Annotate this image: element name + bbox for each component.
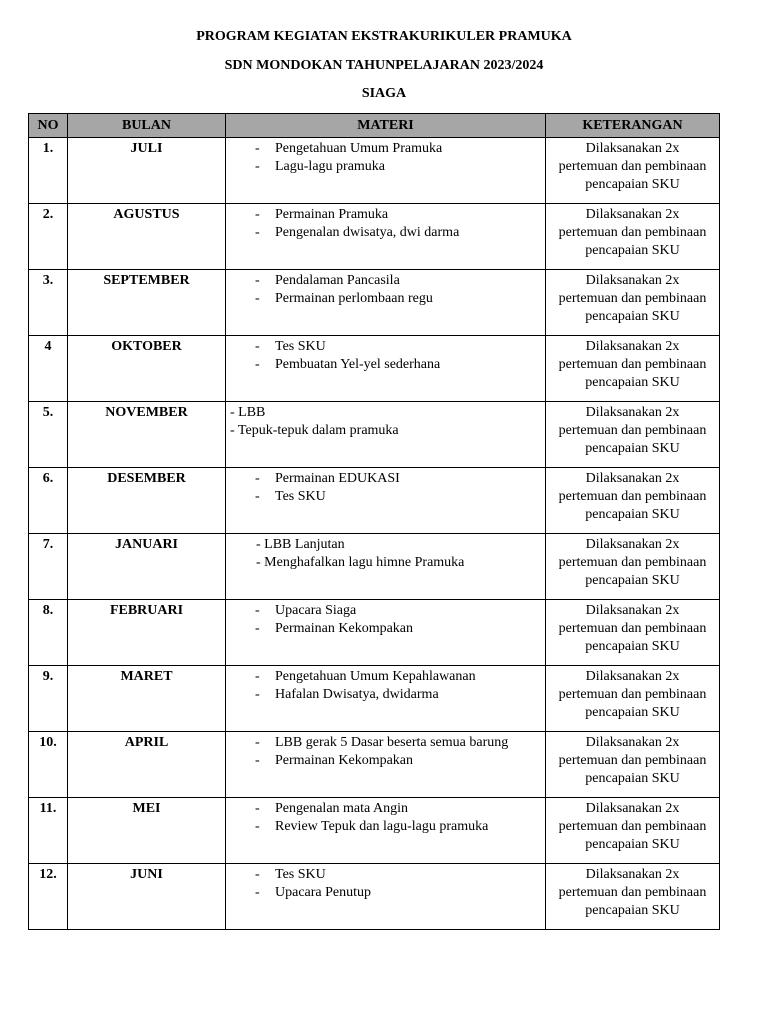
dash-bullet-icon: - [255,819,260,834]
keterangan-line: pertemuan dan pembinaan [558,753,707,768]
month-cell: NOVEMBER [68,402,226,468]
materi-cell [226,534,546,600]
table-row [29,270,720,336]
keterangan-cell [546,402,720,468]
keterangan-line: Dilaksanakan 2x [585,339,680,354]
materi-text: Permainan Kekompakan [275,621,414,636]
materi-item [255,290,545,308]
dash-bullet-icon: - [255,225,260,240]
table-row [29,600,720,666]
materi-text: LBB gerak 5 Dasar beserta semua barung [275,735,509,750]
keterangan-line: pertemuan dan pembinaan [558,489,707,504]
keterangan-line: Dilaksanakan 2x [585,537,680,552]
materi-cell [226,600,546,666]
keterangan-line: Dilaksanakan 2x [585,273,680,288]
row-number: 3. [29,270,68,336]
materi-cell [226,336,546,402]
month-cell: JULI [68,138,226,204]
keterangan-line: pertemuan dan pembinaan [558,291,707,306]
materi-item [255,602,545,620]
dash-bullet-icon: - [255,273,260,288]
keterangan-line: pertemuan dan pembinaan [558,357,707,372]
materi-cell [226,270,546,336]
keterangan-line: pencapaian SKU [585,837,680,852]
keterangan-line: Dilaksanakan 2x [585,867,680,882]
keterangan-line: pencapaian SKU [585,441,680,456]
row-number: 9. [29,666,68,732]
keterangan-line: pertemuan dan pembinaan [558,159,707,174]
materi-text: - LBB [230,405,266,420]
materi-item [255,140,545,158]
materi-text: Permainan EDUKASI [275,471,400,486]
table-row [29,732,720,798]
keterangan-line: pencapaian SKU [585,309,680,324]
materi-text: Tes SKU [275,339,326,354]
table-row [29,864,720,930]
month-cell: JANUARI [68,534,226,600]
keterangan-line: Dilaksanakan 2x [585,801,680,816]
table-row [29,534,720,600]
document-section-label: SIAGA [361,86,407,101]
keterangan-line: pencapaian SKU [585,705,680,720]
month-cell: APRIL [68,732,226,798]
materi-cell [226,864,546,930]
materi-text: Hafalan Dwisatya, dwidarma [275,687,439,702]
materi-item [255,800,545,818]
materi-text: Review Tepuk dan lagu-lagu pramuka [275,819,489,834]
keterangan-line: pencapaian SKU [585,507,680,522]
dash-bullet-icon: - [255,489,260,504]
keterangan-line: pertemuan dan pembinaan [558,885,707,900]
dash-bullet-icon: - [255,753,260,768]
keterangan-cell [546,798,720,864]
materi-cell [226,138,546,204]
keterangan-line: pencapaian SKU [585,177,680,192]
row-number: 2. [29,204,68,270]
dash-bullet-icon: - [255,159,260,174]
table-row [29,402,720,468]
row-number: 1. [29,138,68,204]
materi-item [255,470,545,488]
keterangan-line: Dilaksanakan 2x [585,603,680,618]
row-number: 6. [29,468,68,534]
keterangan-line: pertemuan dan pembinaan [558,687,707,702]
keterangan-line: pencapaian SKU [585,375,680,390]
materi-item [255,620,545,638]
month-cell: FEBRUARI [68,600,226,666]
column-header-no: NO [29,114,68,138]
materi-text: Pembuatan Yel-yel sederhana [275,357,441,372]
materi-text: Permainan Kekompakan [275,753,414,768]
dash-bullet-icon: - [255,207,260,222]
materi-cell [226,402,546,468]
materi-item [255,488,545,506]
document-subtitle: SDN MONDOKAN TAHUNPELAJARAN 2023/2024 [224,58,544,73]
materi-item [255,224,545,242]
column-header-materi: MATERI [226,114,546,138]
materi-text: - LBB Lanjutan [256,537,345,552]
dash-bullet-icon: - [255,339,260,354]
materi-item [230,404,545,422]
document-title: PROGRAM KEGIATAN EKSTRAKURIKULER PRAMUKA [196,29,572,44]
month-cell: DESEMBER [68,468,226,534]
row-number: 4 [29,336,68,402]
keterangan-line: pencapaian SKU [585,903,680,918]
keterangan-line: Dilaksanakan 2x [585,735,680,750]
table-row [29,336,720,402]
keterangan-line: pertemuan dan pembinaan [558,225,707,240]
materi-item [255,734,545,752]
keterangan-line: pertemuan dan pembinaan [558,819,707,834]
keterangan-cell [546,864,720,930]
materi-cell [226,204,546,270]
month-cell: AGUSTUS [68,204,226,270]
month-cell: SEPTEMBER [68,270,226,336]
materi-text: Pengetahuan Umum Kepahlawanan [275,669,476,684]
table-row [29,468,720,534]
table-header-row [29,114,720,138]
keterangan-line: pencapaian SKU [585,771,680,786]
table-row [29,204,720,270]
keterangan-line: pertemuan dan pembinaan [558,621,707,636]
dash-bullet-icon: - [255,885,260,900]
dash-bullet-icon: - [255,735,260,750]
dash-bullet-icon: - [255,291,260,306]
keterangan-line: Dilaksanakan 2x [585,405,680,420]
materi-text: Tes SKU [275,489,326,504]
keterangan-line: pencapaian SKU [585,573,680,588]
keterangan-line: Dilaksanakan 2x [585,471,680,486]
dash-bullet-icon: - [255,801,260,816]
dash-bullet-icon: - [255,603,260,618]
materi-item [255,818,545,836]
materi-item [255,866,545,884]
keterangan-line: Dilaksanakan 2x [585,207,680,222]
dash-bullet-icon: - [255,357,260,372]
materi-item [255,668,545,686]
keterangan-cell [546,138,720,204]
keterangan-cell [546,468,720,534]
materi-text: Upacara Penutup [275,885,372,900]
materi-cell [226,468,546,534]
materi-item [255,158,545,176]
keterangan-line: pencapaian SKU [585,243,680,258]
materi-item [256,554,545,572]
keterangan-cell [546,600,720,666]
month-cell: JUNI [68,864,226,930]
materi-cell [226,666,546,732]
dash-bullet-icon: - [255,867,260,882]
materi-item [255,338,545,356]
keterangan-cell [546,270,720,336]
materi-item [255,884,545,902]
row-number: 12. [29,864,68,930]
keterangan-line: pencapaian SKU [585,639,680,654]
keterangan-cell [546,534,720,600]
row-number: 8. [29,600,68,666]
table-row [29,666,720,732]
materi-text: Upacara Siaga [275,603,357,618]
materi-item [255,272,545,290]
materi-text: Lagu-lagu pramuka [275,159,386,174]
row-number: 11. [29,798,68,864]
table-row [29,798,720,864]
keterangan-line: Dilaksanakan 2x [585,669,680,684]
keterangan-line: pertemuan dan pembinaan [558,555,707,570]
materi-text: Tes SKU [275,867,326,882]
activity-program-table [28,113,720,930]
materi-text: - Tepuk-tepuk dalam pramuka [230,423,399,438]
materi-item [255,356,545,374]
materi-item [255,206,545,224]
materi-item [256,536,545,554]
materi-text: Permainan Pramuka [275,207,389,222]
materi-item [255,752,545,770]
keterangan-cell [546,666,720,732]
materi-text: Pengenalan mata Angin [275,801,408,816]
row-number: 7. [29,534,68,600]
materi-text: - Menghafalkan lagu himne Pramuka [256,555,465,570]
dash-bullet-icon: - [255,471,260,486]
materi-text: Pendalaman Pancasila [275,273,400,288]
materi-text: Pengetahuan Umum Pramuka [275,141,443,156]
materi-text: Permainan perlombaan regu [275,291,433,306]
row-number: 10. [29,732,68,798]
month-cell: OKTOBER [68,336,226,402]
keterangan-line: Dilaksanakan 2x [585,141,680,156]
month-cell: MARET [68,666,226,732]
keterangan-cell [546,732,720,798]
materi-cell [226,732,546,798]
dash-bullet-icon: - [255,687,260,702]
dash-bullet-icon: - [255,669,260,684]
dash-bullet-icon: - [255,621,260,636]
keterangan-cell [546,204,720,270]
table-row [29,138,720,204]
column-header-bulan: BULAN [68,114,226,138]
keterangan-cell [546,336,720,402]
keterangan-line: pertemuan dan pembinaan [558,423,707,438]
materi-item [255,686,545,704]
materi-item [230,422,545,440]
dash-bullet-icon: - [255,141,260,156]
materi-text: Pengenalan dwisatya, dwi darma [275,225,460,240]
month-cell: MEI [68,798,226,864]
row-number: 5. [29,402,68,468]
materi-cell [226,798,546,864]
column-header-keterangan: KETERANGAN [546,114,720,138]
